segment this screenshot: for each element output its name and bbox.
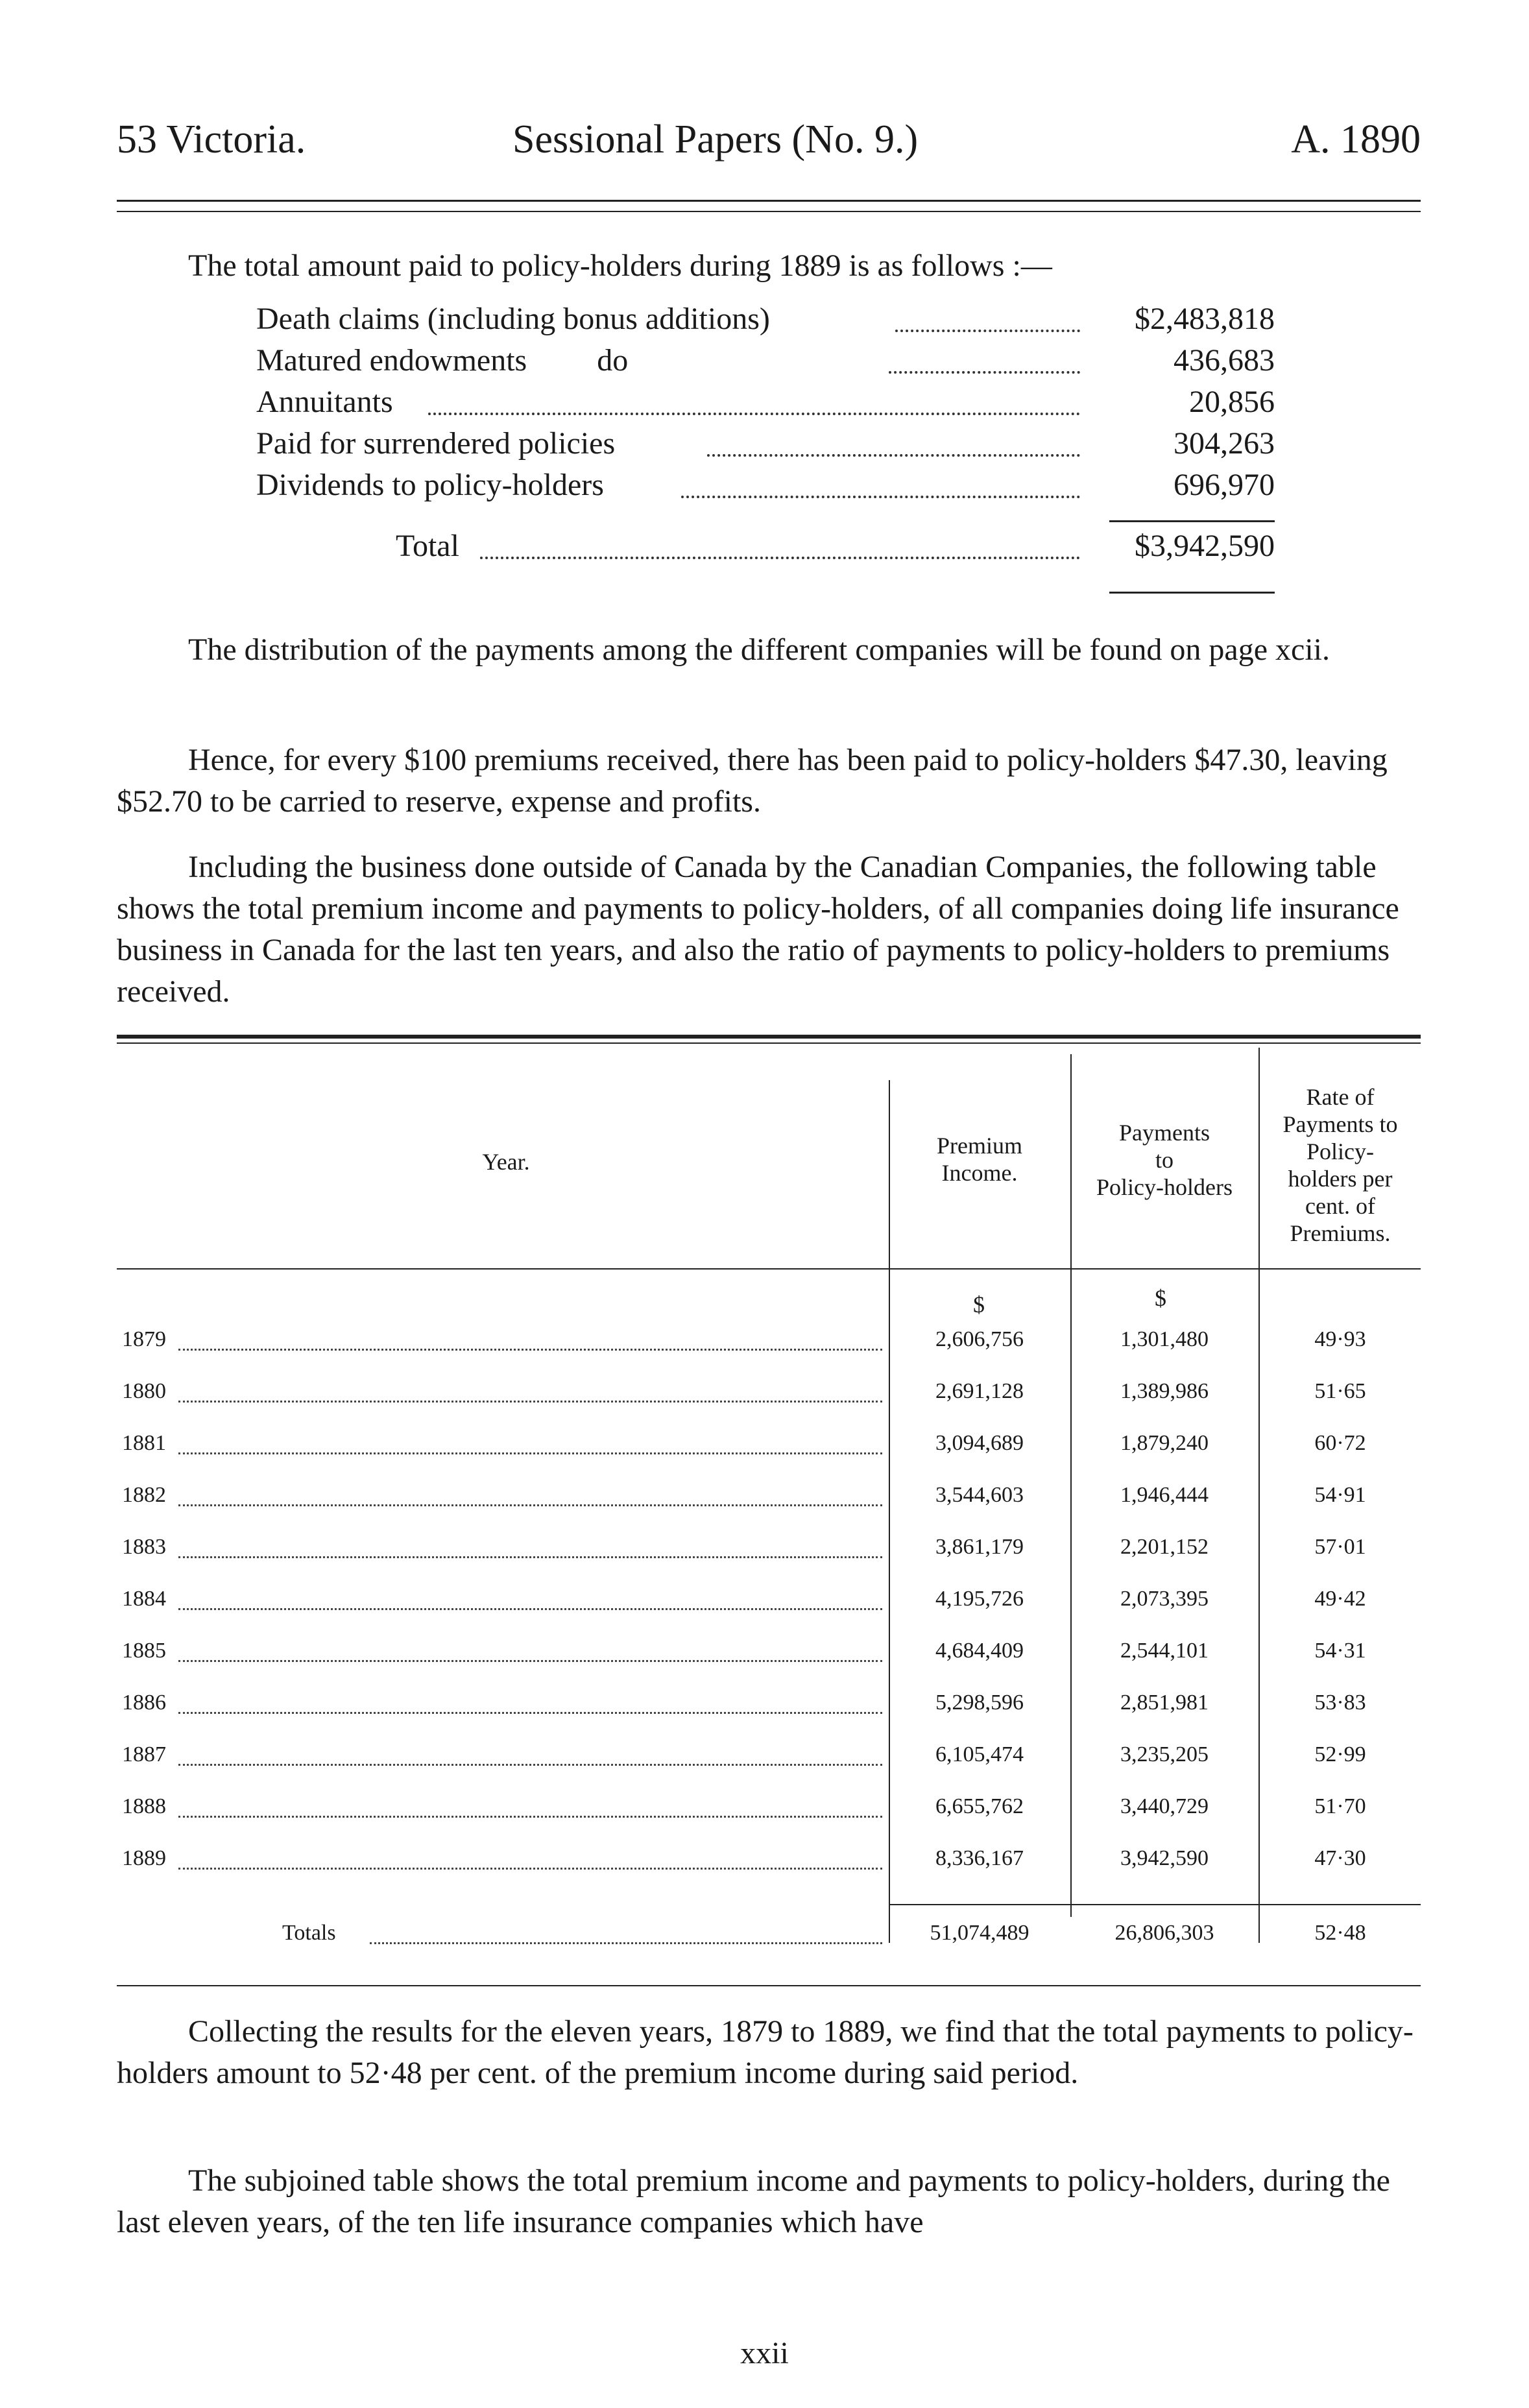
payment-amount: 436,683 [1174, 343, 1275, 378]
year-cell: 1879 [122, 1327, 166, 1351]
rate-cell: 53·83 [1314, 1691, 1366, 1715]
leader-dots [178, 1465, 882, 1506]
leader-dots [178, 1310, 882, 1351]
leader-dots [178, 1569, 882, 1610]
premium-cell: 6,655,762 [935, 1794, 1024, 1818]
payment-total-row [256, 525, 1275, 567]
payment-amount: $2,483,818 [1135, 302, 1275, 336]
leader-dots [681, 454, 1080, 498]
header-session: 53 Victoria. [117, 117, 306, 162]
payment-label: Annuitants [256, 385, 393, 419]
currency-symbol: $ [973, 1292, 985, 1318]
premium-payments-table [117, 1035, 1421, 1988]
payments-cell: 1,389,986 [1120, 1379, 1209, 1403]
payments-list [256, 298, 1275, 567]
premium-cell: 2,691,128 [935, 1379, 1024, 1403]
premium-cell: 4,195,726 [935, 1587, 1024, 1611]
header-rule [117, 200, 1421, 202]
totals-rate-cell: 52·48 [1314, 1921, 1366, 1945]
premium-cell: 3,094,689 [935, 1431, 1024, 1455]
premium-cell: 5,298,596 [935, 1691, 1024, 1715]
subjoined-table-paragraph: The subjoined table shows the total premium income and payments to policy-holders, during the last eleven years, of the ten life insurance companies which have [117, 2163, 1390, 2239]
payment-row [256, 298, 1275, 340]
leader-dots [178, 1414, 882, 1454]
year-cell: 1885 [122, 1639, 166, 1663]
total-label: Total [396, 529, 459, 563]
totals-rule [889, 1904, 1421, 1905]
table-row [117, 1735, 1421, 1774]
rate-cell: 49·93 [1314, 1327, 1366, 1351]
column-header-premium: Premium Income. [937, 1133, 1022, 1186]
payments-cell: 2,201,152 [1120, 1535, 1209, 1559]
leader-dots [895, 288, 1080, 332]
leader-dots [178, 1362, 882, 1403]
rate-cell: 54·91 [1314, 1483, 1366, 1507]
payment-label: Dividends to policy-holders [256, 468, 604, 502]
header-title: Sessional Papers (No. 9.) [512, 117, 919, 162]
rate-cell: 51·65 [1314, 1379, 1366, 1403]
page-number: xxii [740, 2336, 789, 2370]
payment-amount: 696,970 [1174, 468, 1275, 502]
rate-cell: 52·99 [1314, 1742, 1366, 1766]
intro-text: The total amount paid to policy-holders during 1889 is as follows :— [188, 248, 1052, 283]
table-intro-paragraph: Including the business done outside of Canada by the Canadian Companies, the following table shows the total premium income and payments to policy-holders, of all companies doing life insurance business in Canada for the last ten years, and also the ratio of payments to policy-holders to premiums received. [117, 850, 1399, 1009]
rate-cell: 51·70 [1314, 1794, 1366, 1818]
total-amount: $3,942,590 [1135, 529, 1275, 563]
leader-dots [178, 1725, 882, 1766]
rate-cell: 47·30 [1314, 1846, 1366, 1870]
year-cell: 1887 [122, 1742, 166, 1766]
leader-dots [707, 413, 1080, 457]
premium-cell: 2,606,756 [935, 1327, 1024, 1351]
year-cell: 1880 [122, 1379, 166, 1403]
table-top-rule-thin [117, 1042, 1421, 1044]
leader-dots [178, 1517, 882, 1558]
premium-cell: 4,684,409 [935, 1639, 1024, 1663]
leader-dots [370, 1903, 882, 1944]
column-header-year: Year. [482, 1149, 530, 1175]
totals-premium-cell: 51,074,489 [930, 1921, 1029, 1945]
year-cell: 1882 [122, 1483, 166, 1507]
table-row [117, 1580, 1421, 1619]
table-row [117, 1424, 1421, 1463]
year-cell: 1883 [122, 1535, 166, 1559]
payment-label: Paid for surrendered policies [256, 426, 616, 461]
table-row [117, 1476, 1421, 1515]
summary-paragraph: Collecting the results for the eleven years, 1879 to 1889, we find that the total payments to policy-holders amount to 52·48 per cent. of the premium income during said period. [117, 2014, 1414, 2090]
rate-cell: 57·01 [1314, 1535, 1366, 1559]
leader-dots [480, 515, 1080, 559]
rate-cell: 54·31 [1314, 1639, 1366, 1663]
rate-cell: 49·42 [1314, 1587, 1366, 1611]
year-cell: 1884 [122, 1587, 166, 1611]
leader-dots [178, 1621, 882, 1662]
payments-cell: 3,440,729 [1120, 1794, 1209, 1818]
year-cell: 1889 [122, 1846, 166, 1870]
payments-cell: 2,851,981 [1120, 1691, 1209, 1715]
payments-cell: 3,942,590 [1120, 1846, 1209, 1870]
table-top-rule [117, 1035, 1421, 1039]
table-row [117, 1372, 1421, 1411]
payment-label: Death claims (including bonus additions) [256, 302, 770, 336]
payments-cell: 1,879,240 [1120, 1431, 1209, 1455]
table-row [117, 1528, 1421, 1567]
table-row [117, 1320, 1421, 1359]
leader-dots [428, 371, 1080, 415]
currency-symbol: $ [1155, 1285, 1166, 1311]
leader-dots [178, 1673, 882, 1714]
sum-rule [1109, 520, 1275, 522]
leader-dots [889, 330, 1080, 374]
table-row [117, 1631, 1421, 1670]
premium-cell: 6,105,474 [935, 1742, 1024, 1766]
payments-cell: 1,301,480 [1120, 1327, 1209, 1351]
year-cell: 1881 [122, 1431, 166, 1455]
header-year: A. 1890 [1291, 117, 1421, 162]
payment-amount: 304,263 [1174, 426, 1275, 461]
payments-cell: 3,235,205 [1120, 1742, 1209, 1766]
header-bottom-rule [117, 1268, 1421, 1270]
column-header-payments: Payments to Policy-holders [1096, 1120, 1233, 1200]
table-row [117, 1839, 1421, 1878]
totals-payments-cell: 26,806,303 [1114, 1921, 1214, 1945]
year-cell: 1888 [122, 1794, 166, 1818]
distribution-paragraph: The distribution of the payments among the different companies will be found on page xcii. [188, 632, 1330, 667]
leader-dots [178, 1777, 882, 1818]
leader-dots [178, 1829, 882, 1870]
premium-cell: 8,336,167 [935, 1846, 1024, 1870]
header-rule-thin [117, 211, 1421, 212]
rate-cell: 60·72 [1314, 1431, 1366, 1455]
payments-cell: 2,073,395 [1120, 1587, 1209, 1611]
column-header-rate: Rate of Payments to Policy- holders per cent. of Premiums. [1282, 1084, 1398, 1246]
table-row [117, 1683, 1421, 1722]
table-bottom-rule [117, 1985, 1421, 1986]
table-row [117, 1787, 1421, 1826]
payment-row [256, 464, 1275, 506]
payments-cell: 2,544,101 [1120, 1639, 1209, 1663]
premium-cell: 3,544,603 [935, 1483, 1024, 1507]
payment-amount: 20,856 [1189, 385, 1275, 419]
premium-cell: 3,861,179 [935, 1535, 1024, 1559]
payments-cell: 1,946,444 [1120, 1483, 1209, 1507]
premiums-paragraph: Hence, for every $100 premiums received, there has been paid to policy-holders $47.30, leaving $52.70 to be carried to reserve, expense and profits. [117, 743, 1388, 819]
totals-label: Totals [282, 1921, 336, 1945]
running-header [117, 117, 1421, 175]
payment-label: Matured endowments do [256, 343, 629, 378]
totals-row [117, 1914, 1421, 1953]
year-cell: 1886 [122, 1691, 166, 1715]
total-rule [1109, 592, 1275, 594]
